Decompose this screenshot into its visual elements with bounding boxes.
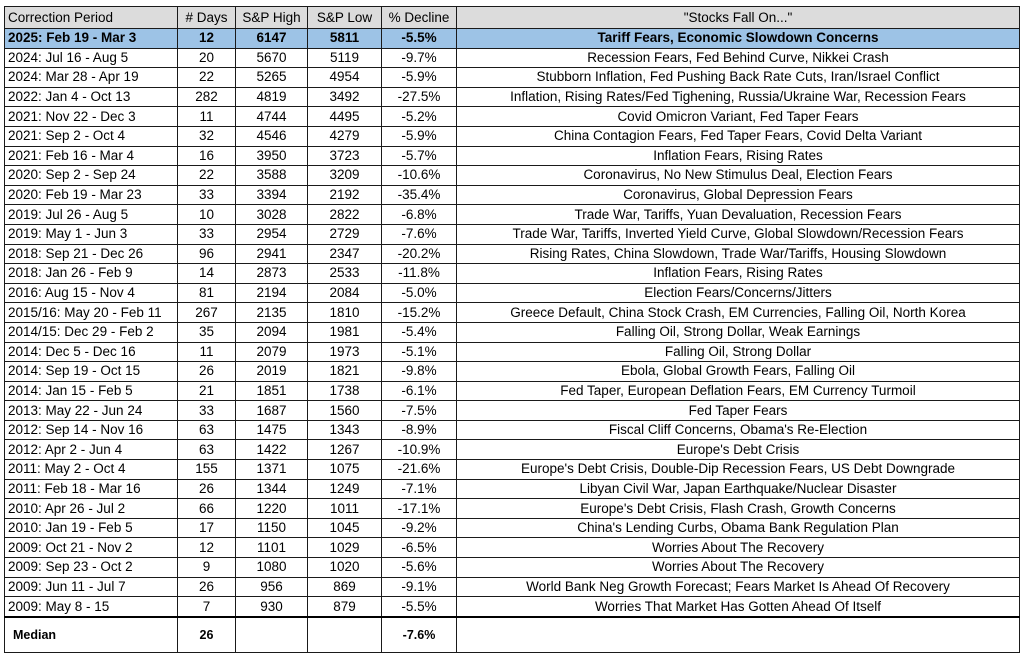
cell-sp-low: 1973 (308, 342, 382, 362)
cell-decline: -5.0% (382, 283, 457, 303)
cell-period: 2009: Sep 23 - Oct 2 (5, 558, 178, 578)
cell-sp-high: 1475 (236, 420, 308, 440)
cell-days: 16 (178, 146, 236, 166)
cell-days: 63 (178, 420, 236, 440)
cell-days: 26 (178, 577, 236, 597)
cell-decline: -6.5% (382, 538, 457, 558)
cell-decline: -17.1% (382, 499, 457, 519)
cell-reason: Fed Taper, European Deflation Fears, EM Currency Turmoil (457, 381, 1020, 401)
cell-sp-high: 3950 (236, 146, 308, 166)
cell-decline: -9.1% (382, 577, 457, 597)
cell-days: 12 (178, 538, 236, 558)
cell-days: 14 (178, 264, 236, 284)
table-row (5, 166, 1020, 186)
cell-sp-low: 1343 (308, 420, 382, 440)
cell-decline: -20.2% (382, 244, 457, 264)
cell-decline: -6.8% (382, 205, 457, 225)
cell-sp-low: 4495 (308, 107, 382, 127)
cell-period: 2015/16: May 20 - Feb 11 (5, 303, 178, 323)
cell-decline: -7.6% (382, 224, 457, 244)
cell-period: 2019: May 1 - Jun 3 (5, 224, 178, 244)
cell-days: 267 (178, 303, 236, 323)
cell-sp-high: 2135 (236, 303, 308, 323)
table-body (5, 29, 1020, 617)
cell-decline: -27.5% (382, 87, 457, 107)
cell-sp-high: 2079 (236, 342, 308, 362)
cell-period: 2012: Sep 14 - Nov 16 (5, 420, 178, 440)
cell-period: 2021: Nov 22 - Dec 3 (5, 107, 178, 127)
table-row (5, 205, 1020, 225)
cell-sp-low: 2822 (308, 205, 382, 225)
cell-sp-low: 1821 (308, 362, 382, 382)
table-row (5, 224, 1020, 244)
cell-reason: Trade War, Tariffs, Yuan Devaluation, Recession Fears (457, 205, 1020, 225)
table-row (5, 283, 1020, 303)
cell-sp-low: 5119 (308, 48, 382, 68)
cell-days: 26 (178, 362, 236, 382)
median-reason (457, 617, 1020, 653)
median-decline: -7.6% (382, 617, 457, 653)
cell-period: 2010: Apr 26 - Jul 2 (5, 499, 178, 519)
cell-sp-low: 1249 (308, 479, 382, 499)
median-row (5, 617, 1020, 653)
cell-days: 282 (178, 87, 236, 107)
cell-reason: Falling Oil, Strong Dollar (457, 342, 1020, 362)
cell-decline: -5.6% (382, 558, 457, 578)
table-row (5, 146, 1020, 166)
cell-days: 32 (178, 126, 236, 146)
cell-sp-low: 1560 (308, 401, 382, 421)
cell-sp-high: 956 (236, 577, 308, 597)
cell-period: 2018: Sep 21 - Dec 26 (5, 244, 178, 264)
cell-reason: China Contagion Fears, Fed Taper Fears, Covid Delta Variant (457, 126, 1020, 146)
cell-sp-high: 3028 (236, 205, 308, 225)
cell-reason: Worries About The Recovery (457, 538, 1020, 558)
median-sp-low (308, 617, 382, 653)
cell-days: 9 (178, 558, 236, 578)
cell-reason: China's Lending Curbs, Obama Bank Regulation Plan (457, 518, 1020, 538)
cell-period: 2010: Jan 19 - Feb 5 (5, 518, 178, 538)
cell-decline: -7.1% (382, 479, 457, 499)
cell-decline: -10.6% (382, 166, 457, 186)
cell-sp-high: 1851 (236, 381, 308, 401)
cell-reason: Greece Default, China Stock Crash, EM Currencies, Falling Oil, North Korea (457, 303, 1020, 323)
cell-period: 2011: May 2 - Oct 4 (5, 460, 178, 480)
cell-days: 33 (178, 185, 236, 205)
cell-sp-low: 3209 (308, 166, 382, 186)
cell-period: 2014: Dec 5 - Dec 16 (5, 342, 178, 362)
cell-days: 17 (178, 518, 236, 538)
cell-days: 11 (178, 107, 236, 127)
cell-period: 2009: Oct 21 - Nov 2 (5, 538, 178, 558)
cell-sp-high: 1080 (236, 558, 308, 578)
cell-sp-low: 1045 (308, 518, 382, 538)
cell-sp-low: 869 (308, 577, 382, 597)
median-label: Median (5, 617, 178, 653)
table-row (5, 518, 1020, 538)
table-row (5, 322, 1020, 342)
cell-sp-low: 2533 (308, 264, 382, 284)
table-row (5, 460, 1020, 480)
corrections-table (4, 6, 1020, 653)
cell-sp-low: 1810 (308, 303, 382, 323)
cell-period: 2024: Jul 16 - Aug 5 (5, 48, 178, 68)
cell-sp-high: 1422 (236, 440, 308, 460)
table-row (5, 68, 1020, 88)
cell-decline: -9.2% (382, 518, 457, 538)
cell-reason: Inflation Fears, Rising Rates (457, 146, 1020, 166)
cell-reason: Inflation Fears, Rising Rates (457, 264, 1020, 284)
table-row (5, 538, 1020, 558)
cell-reason: Rising Rates, China Slowdown, Trade War/Tariffs, Housing Slowdown (457, 244, 1020, 264)
table-row (5, 499, 1020, 519)
cell-sp-high: 4546 (236, 126, 308, 146)
table-row (5, 107, 1020, 127)
cell-sp-high: 4819 (236, 87, 308, 107)
cell-period: 2009: Jun 11 - Jul 7 (5, 577, 178, 597)
table-row (5, 440, 1020, 460)
table-row (5, 558, 1020, 578)
cell-days: 22 (178, 166, 236, 186)
cell-reason: Ebola, Global Growth Fears, Falling Oil (457, 362, 1020, 382)
cell-days: 63 (178, 440, 236, 460)
cell-reason: Europe's Debt Crisis, Double-Dip Recession Fears, US Debt Downgrade (457, 460, 1020, 480)
table-row (5, 342, 1020, 362)
cell-days: 96 (178, 244, 236, 264)
cell-reason: Trade War, Tariffs, Inverted Yield Curve, Global Slowdown/Recession Fears (457, 224, 1020, 244)
cell-sp-low: 3723 (308, 146, 382, 166)
cell-sp-high: 1371 (236, 460, 308, 480)
table-row (5, 381, 1020, 401)
table-row (5, 87, 1020, 107)
cell-sp-high: 6147 (236, 29, 308, 49)
cell-period: 2020: Feb 19 - Mar 23 (5, 185, 178, 205)
cell-days: 12 (178, 29, 236, 49)
cell-period: 2012: Apr 2 - Jun 4 (5, 440, 178, 460)
cell-reason: Worries About The Recovery (457, 558, 1020, 578)
cell-reason: Coronavirus, Global Depression Fears (457, 185, 1020, 205)
cell-reason: World Bank Neg Growth Forecast; Fears Market Is Ahead Of Recovery (457, 577, 1020, 597)
cell-days: 20 (178, 48, 236, 68)
cell-days: 81 (178, 283, 236, 303)
header-sp-low: S&P Low (308, 7, 382, 29)
cell-sp-low: 2347 (308, 244, 382, 264)
cell-period: 2016: Aug 15 - Nov 4 (5, 283, 178, 303)
cell-period: 2020: Sep 2 - Sep 24 (5, 166, 178, 186)
cell-sp-high: 2019 (236, 362, 308, 382)
cell-sp-high: 1101 (236, 538, 308, 558)
cell-decline: -5.2% (382, 107, 457, 127)
cell-period: 2009: May 8 - 15 (5, 597, 178, 617)
cell-reason: Europe's Debt Crisis (457, 440, 1020, 460)
cell-period: 2018: Jan 26 - Feb 9 (5, 264, 178, 284)
cell-decline: -10.9% (382, 440, 457, 460)
cell-reason: Libyan Civil War, Japan Earthquake/Nuclear Disaster (457, 479, 1020, 499)
cell-decline: -9.8% (382, 362, 457, 382)
table-row (5, 185, 1020, 205)
cell-decline: -5.7% (382, 146, 457, 166)
cell-reason: Worries That Market Has Gotten Ahead Of Itself (457, 597, 1020, 617)
cell-days: 21 (178, 381, 236, 401)
table-row (5, 420, 1020, 440)
cell-reason: Covid Omicron Variant, Fed Taper Fears (457, 107, 1020, 127)
header-row (5, 7, 1020, 29)
cell-sp-high: 4744 (236, 107, 308, 127)
table-row (5, 29, 1020, 49)
header-stocks-fall-on: "Stocks Fall On..." (457, 7, 1020, 29)
cell-days: 22 (178, 68, 236, 88)
cell-sp-low: 5811 (308, 29, 382, 49)
cell-sp-low: 2084 (308, 283, 382, 303)
cell-period: 2024: Mar 28 - Apr 19 (5, 68, 178, 88)
cell-period: 2014: Sep 19 - Oct 15 (5, 362, 178, 382)
cell-period: 2022: Jan 4 - Oct 13 (5, 87, 178, 107)
header-decline: % Decline (382, 7, 457, 29)
cell-decline: -35.4% (382, 185, 457, 205)
cell-days: 66 (178, 499, 236, 519)
cell-period: 2025: Feb 19 - Mar 3 (5, 29, 178, 49)
table-row (5, 362, 1020, 382)
cell-sp-high: 930 (236, 597, 308, 617)
cell-period: 2014/15: Dec 29 - Feb 2 (5, 322, 178, 342)
cell-decline: -5.9% (382, 68, 457, 88)
cell-sp-high: 1687 (236, 401, 308, 421)
cell-sp-high: 5265 (236, 68, 308, 88)
cell-sp-high: 3394 (236, 185, 308, 205)
cell-sp-low: 4279 (308, 126, 382, 146)
cell-reason: Election Fears/Concerns/Jitters (457, 283, 1020, 303)
cell-decline: -6.1% (382, 381, 457, 401)
table-row (5, 479, 1020, 499)
cell-sp-low: 4954 (308, 68, 382, 88)
cell-period: 2019: Jul 26 - Aug 5 (5, 205, 178, 225)
cell-sp-low: 3492 (308, 87, 382, 107)
cell-sp-high: 2941 (236, 244, 308, 264)
cell-sp-high: 1220 (236, 499, 308, 519)
cell-decline: -9.7% (382, 48, 457, 68)
cell-days: 7 (178, 597, 236, 617)
cell-sp-high: 2094 (236, 322, 308, 342)
cell-days: 155 (178, 460, 236, 480)
cell-sp-high: 2194 (236, 283, 308, 303)
median-days: 26 (178, 617, 236, 653)
cell-sp-low: 1029 (308, 538, 382, 558)
cell-sp-low: 1738 (308, 381, 382, 401)
cell-reason: Europe's Debt Crisis, Flash Crash, Growth Concerns (457, 499, 1020, 519)
table-row (5, 244, 1020, 264)
cell-decline: -15.2% (382, 303, 457, 323)
cell-sp-low: 1075 (308, 460, 382, 480)
header-days: # Days (178, 7, 236, 29)
table-row (5, 597, 1020, 617)
cell-sp-low: 1020 (308, 558, 382, 578)
cell-decline: -5.5% (382, 29, 457, 49)
cell-days: 11 (178, 342, 236, 362)
cell-reason: Fiscal Cliff Concerns, Obama's Re-Election (457, 420, 1020, 440)
cell-decline: -8.9% (382, 420, 457, 440)
table-row (5, 126, 1020, 146)
cell-period: 2011: Feb 18 - Mar 16 (5, 479, 178, 499)
cell-decline: -7.5% (382, 401, 457, 421)
cell-days: 33 (178, 401, 236, 421)
cell-period: 2021: Feb 16 - Mar 4 (5, 146, 178, 166)
table-row (5, 401, 1020, 421)
table-row (5, 303, 1020, 323)
cell-decline: -5.4% (382, 322, 457, 342)
cell-reason: Fed Taper Fears (457, 401, 1020, 421)
cell-reason: Falling Oil, Strong Dollar, Weak Earnings (457, 322, 1020, 342)
corrections-table-container (4, 6, 1019, 653)
header-correction-period: Correction Period (5, 7, 178, 29)
cell-sp-low: 2729 (308, 224, 382, 244)
cell-reason: Inflation, Rising Rates/Fed Tighening, Russia/Ukraine War, Recession Fears (457, 87, 1020, 107)
header-sp-high: S&P High (236, 7, 308, 29)
cell-sp-high: 2873 (236, 264, 308, 284)
cell-reason: Coronavirus, No New Stimulus Deal, Election Fears (457, 166, 1020, 186)
cell-sp-high: 1344 (236, 479, 308, 499)
cell-decline: -11.8% (382, 264, 457, 284)
cell-period: 2021: Sep 2 - Oct 4 (5, 126, 178, 146)
cell-sp-high: 3588 (236, 166, 308, 186)
cell-sp-high: 1150 (236, 518, 308, 538)
cell-decline: -21.6% (382, 460, 457, 480)
cell-sp-low: 1981 (308, 322, 382, 342)
cell-period: 2014: Jan 15 - Feb 5 (5, 381, 178, 401)
cell-sp-high: 2954 (236, 224, 308, 244)
cell-days: 26 (178, 479, 236, 499)
table-row (5, 48, 1020, 68)
table-row (5, 577, 1020, 597)
cell-sp-high: 5670 (236, 48, 308, 68)
cell-decline: -5.1% (382, 342, 457, 362)
median-sp-high (236, 617, 308, 653)
cell-days: 10 (178, 205, 236, 225)
table-row (5, 264, 1020, 284)
cell-days: 35 (178, 322, 236, 342)
cell-reason: Stubborn Inflation, Fed Pushing Back Rate Cuts, Iran/Israel Conflict (457, 68, 1020, 88)
cell-sp-low: 2192 (308, 185, 382, 205)
cell-sp-low: 879 (308, 597, 382, 617)
cell-sp-low: 1011 (308, 499, 382, 519)
cell-period: 2013: May 22 - Jun 24 (5, 401, 178, 421)
cell-decline: -5.5% (382, 597, 457, 617)
cell-sp-low: 1267 (308, 440, 382, 460)
cell-days: 33 (178, 224, 236, 244)
cell-reason: Recession Fears, Fed Behind Curve, Nikkei Crash (457, 48, 1020, 68)
cell-decline: -5.9% (382, 126, 457, 146)
cell-reason: Tariff Fears, Economic Slowdown Concerns (457, 29, 1020, 49)
